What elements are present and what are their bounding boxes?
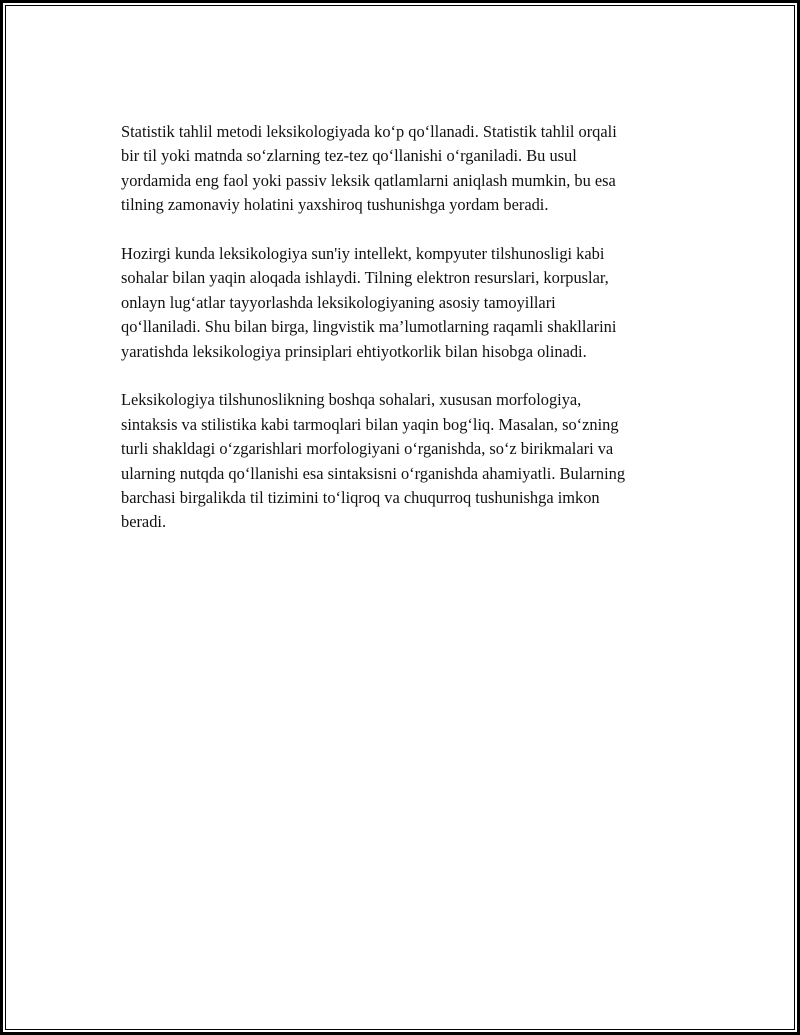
paragraph-line: yordamida eng faol yoki passiv leksik qatlamlarni aniqlash mumkin, bu esa <box>121 170 616 190</box>
paragraph-line: beradi. <box>121 512 167 532</box>
paragraph-line: Leksikologiya tilshunoslikning boshqa sohalari, xususan morfologiya, <box>121 390 582 410</box>
paragraph-line: Hozirgi kunda leksikologiya sun'iy intellekt, kompyuter tilshunosligi kabi <box>121 244 605 264</box>
paragraph-line: tilning zamonaviy holatini yaxshiroq tushunishga yordam beradi. <box>121 195 549 215</box>
paragraph-line: yaratishda leksikologiya prinsiplari ehtiyotkorlik bilan hisobga olinadi. <box>121 341 587 361</box>
paragraph-line: ularning nutqda qo‘llanishi esa sintaksisni o‘rganishda ahamiyatli. Bularning <box>121 463 626 483</box>
paragraph-2 <box>121 242 701 364</box>
paragraph-line: onlayn lug‘atlar tayyorlashda leksikologiyaning asosiy tamoyillari <box>121 292 556 312</box>
paragraph-line: turli shakldagi o‘zgarishlari morfologiyani o‘rganishda, so‘z birikmalari va <box>121 439 614 459</box>
paragraph-line: bir til yoki matnda so‘zlarning tez-tez qo‘llanishi o‘rganiladi. Bu usul <box>121 146 577 166</box>
paragraph-line: barchasi birgalikda til tizimini to‘liqroq va chuqurroq tushunishga imkon <box>121 488 600 508</box>
paragraph-line: sintaksis va stilistika kabi tarmoqlari bilan yaqin bog‘liq. Masalan, so‘zning <box>121 414 619 434</box>
paragraph-line: sohalar bilan yaqin aloqada ishlaydi. Tilning elektron resurslari, korpuslar, <box>121 268 609 288</box>
paragraph-1 <box>121 120 701 218</box>
paragraph-line: Statistik tahlil metodi leksikologiyada ko‘p qo‘llanadi. Statistik tahlil orqali <box>121 122 617 141</box>
document-body <box>121 120 701 559</box>
paragraph-line: qo‘llaniladi. Shu bilan birga, lingvistik ma’lumotlarning raqamli shakllarini <box>121 317 617 337</box>
paragraph-3 <box>121 388 701 534</box>
